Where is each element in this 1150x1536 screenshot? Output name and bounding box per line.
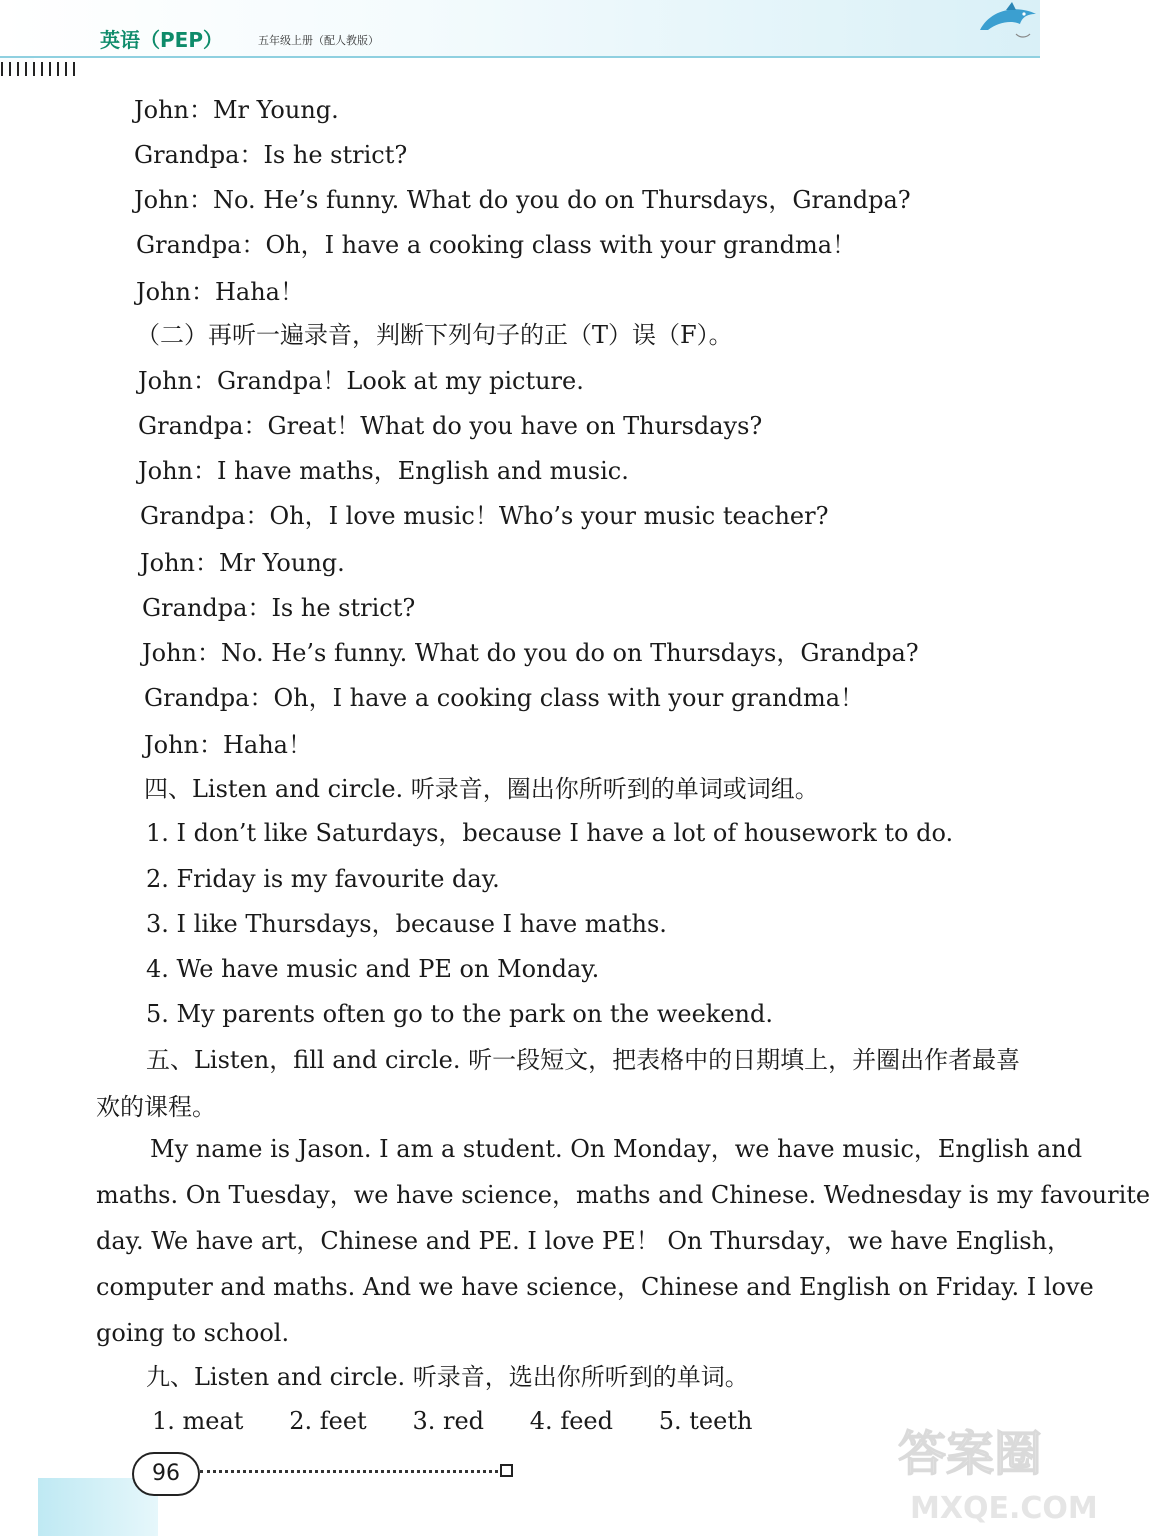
dialogue-line: Grandpa：Is he strict? xyxy=(134,141,408,169)
section-heading: 九、Listen and circle. 听录音，选出你所听到的单词。 xyxy=(146,1363,749,1391)
passage-line: My name is Jason. I am a student. On Monday，we have music，English and xyxy=(150,1135,1083,1163)
dialogue-line: John：Grandpa！Look at my picture. xyxy=(138,367,584,395)
dot-leader xyxy=(200,1470,498,1473)
dialogue-line: Grandpa：Oh，I have a cooking class with your grandma！ xyxy=(144,684,865,712)
dialogue-line: Grandpa：Great！What do you have on Thursdays? xyxy=(138,412,763,440)
dialogue-line: John：Mr Young. xyxy=(140,549,345,577)
passage-line: computer and maths. And we have science，Chinese and English on Friday. I love xyxy=(96,1273,1094,1301)
dialogue-line: John：Haha！ xyxy=(136,278,304,306)
square-icon xyxy=(500,1464,513,1477)
dialogue-line: John：No. He’s funny. What do you do on Thursdays，Grandpa? xyxy=(134,186,911,214)
section-heading-continued: 欢的课程。 xyxy=(96,1093,216,1121)
section-heading: 四、Listen and circle. 听录音，圈出你所听到的单词或词组。 xyxy=(144,775,819,803)
dialogue-line: John：I have maths，English and music. xyxy=(138,457,629,485)
dialogue-line: John：Haha！ xyxy=(144,731,312,759)
passage-line: day. We have art，Chinese and PE. I love PE！ On Thursday，we have English， xyxy=(96,1227,1072,1255)
dialogue-line: John：No. He’s funny. What do you do on Thursdays，Grandpa? xyxy=(142,639,919,667)
page-number: 96 xyxy=(132,1452,200,1496)
book-title: 英语（PEP） xyxy=(100,28,223,52)
watermark-logo xyxy=(890,1410,1098,1536)
dialogue-line: Grandpa：Oh，I have a cooking class with your grandma！ xyxy=(136,231,857,259)
list-item: 3. I like Thursdays，because I have maths. xyxy=(146,910,667,938)
passage-line: going to school. xyxy=(96,1319,290,1347)
svg-text:MXQE.COM: MXQE.COM xyxy=(910,1491,1098,1526)
dolphin-icon xyxy=(976,0,1040,40)
dialogue-line: Grandpa：Is he strict? xyxy=(142,594,416,622)
word-options: 1. meat 2. feet 3. red 4. feed 5. teeth xyxy=(152,1407,753,1435)
header-rule xyxy=(0,56,1040,58)
book-subtitle: 五年级上册（配人教版） xyxy=(258,34,379,47)
dialogue-line: Grandpa：Oh，I love music！Who’s your music teacher? xyxy=(140,502,829,530)
svg-text:答案圈: 答案圈 xyxy=(898,1426,1043,1482)
list-item: 4. We have music and PE on Monday. xyxy=(146,955,600,983)
section-heading: 五、Listen，fill and circle. 听一段短文，把表格中的日期填上，并圈出作者最喜 xyxy=(146,1046,1021,1074)
ruler-ticks xyxy=(0,62,80,76)
passage-line: maths. On Tuesday，we have science，maths and Chinese. Wednesday is my favourite xyxy=(96,1181,1150,1209)
list-item: 2. Friday is my favourite day. xyxy=(146,865,500,893)
list-item: 5. My parents often go to the park on the weekend. xyxy=(146,1000,773,1028)
list-item: 1. I don’t like Saturdays，because I have a lot of housework to do. xyxy=(146,819,954,847)
section-heading: （二）再听一遍录音，判断下列句子的正（T）误（F）。 xyxy=(136,321,733,349)
dialogue-line: John：Mr Young. xyxy=(134,96,339,124)
